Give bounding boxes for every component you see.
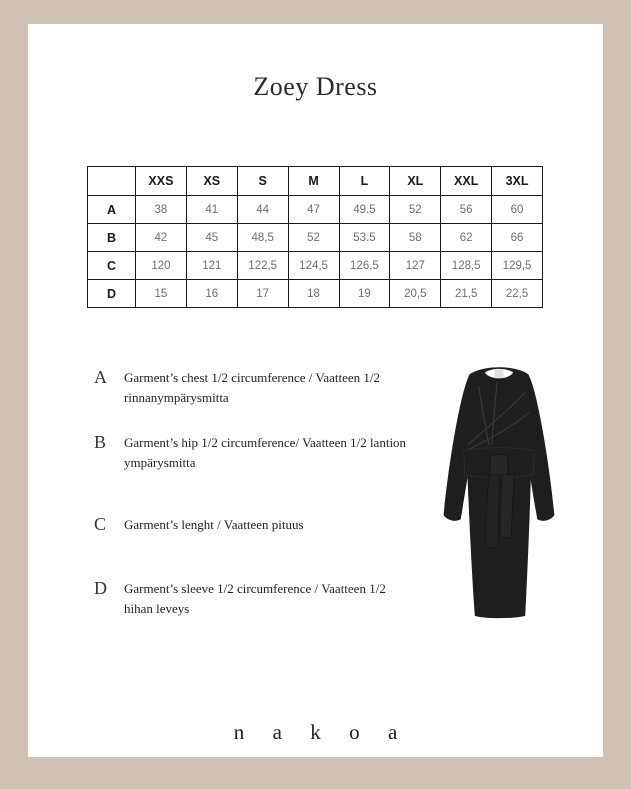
col-header-m: M <box>288 167 339 196</box>
cell-b-xxl: 62 <box>441 224 492 252</box>
cell-b-xxs: 42 <box>136 224 187 252</box>
col-header-xs: XS <box>186 167 237 196</box>
cell-d-xxl: 21,5 <box>441 280 492 308</box>
cell-b-s: 48,5 <box>237 224 288 252</box>
table-row-c <box>88 252 543 280</box>
cell-b-3xl: 66 <box>492 224 543 252</box>
corner-cell <box>88 167 136 196</box>
col-header-xxs: XXS <box>136 167 187 196</box>
cell-d-xs: 16 <box>186 280 237 308</box>
table-row-b <box>88 224 543 252</box>
cell-d-3xl: 22,5 <box>492 280 543 308</box>
cell-a-xs: 41 <box>186 196 237 224</box>
legend-key-a: A <box>94 367 107 387</box>
col-header-xl: XL <box>390 167 441 196</box>
legend-key-d: D <box>94 578 107 598</box>
cell-b-xl: 58 <box>390 224 441 252</box>
legend-text-c: Garment’s lenght / Vaatteen pituus <box>124 517 304 532</box>
cell-c-xxs: 120 <box>136 252 187 280</box>
cell-c-s: 122,5 <box>237 252 288 280</box>
cell-c-m: 124,5 <box>288 252 339 280</box>
col-header-3xl: 3XL <box>492 167 543 196</box>
cell-a-l: 49.5 <box>339 196 390 224</box>
dress-product-image <box>433 360 565 630</box>
cell-b-xs: 45 <box>186 224 237 252</box>
cell-a-s: 44 <box>237 196 288 224</box>
legend-key-b: B <box>94 432 107 452</box>
cell-c-xl: 127 <box>390 252 441 280</box>
col-header-l: L <box>339 167 390 196</box>
size-guide-card <box>28 24 603 757</box>
row-label-a: A <box>88 196 136 224</box>
cell-a-xl: 52 <box>390 196 441 224</box>
legend-key-c: C <box>94 514 107 534</box>
cell-c-l: 126,5 <box>339 252 390 280</box>
legend-item-c <box>94 515 410 535</box>
cell-a-xxl: 56 <box>441 196 492 224</box>
row-label-c: C <box>88 252 136 280</box>
size-chart-table <box>87 166 543 308</box>
col-header-s: S <box>237 167 288 196</box>
cell-a-3xl: 60 <box>492 196 543 224</box>
col-header-xxl: XXL <box>441 167 492 196</box>
cell-c-3xl: 129,5 <box>492 252 543 280</box>
legend-item-b <box>94 433 410 473</box>
legend-text-b: Garment’s hip 1/2 circumference/ Vaatteen 1/2 lantion ympärysmitta <box>124 435 407 471</box>
table-row-a <box>88 196 543 224</box>
table-header-row <box>88 167 543 196</box>
legend-text-d: Garment’s sleeve 1/2 circumference / Vaatteen 1/2 hihan leveys <box>124 581 386 617</box>
cell-d-xl: 20,5 <box>390 280 441 308</box>
page-title: Zoey Dress <box>253 72 378 101</box>
cell-b-m: 52 <box>288 224 339 252</box>
row-label-d: D <box>88 280 136 308</box>
cell-d-xxs: 15 <box>136 280 187 308</box>
legend-item-a <box>94 368 410 408</box>
brand-logo: n a k o a <box>233 720 409 744</box>
cell-c-xxl: 128,5 <box>441 252 492 280</box>
legend-text-a: Garment’s chest 1/2 circumference / Vaatteen 1/2 rinnanympärysmitta <box>124 370 381 406</box>
cell-d-s: 17 <box>237 280 288 308</box>
cell-d-m: 18 <box>288 280 339 308</box>
cell-a-m: 47 <box>288 196 339 224</box>
legend-item-d <box>94 579 410 619</box>
cell-d-l: 19 <box>339 280 390 308</box>
cell-b-l: 53.5 <box>339 224 390 252</box>
dress-neck-label <box>494 370 503 379</box>
table-row-d <box>88 280 543 308</box>
cell-a-xxs: 38 <box>136 196 187 224</box>
cell-c-xs: 121 <box>186 252 237 280</box>
row-label-b: B <box>88 224 136 252</box>
